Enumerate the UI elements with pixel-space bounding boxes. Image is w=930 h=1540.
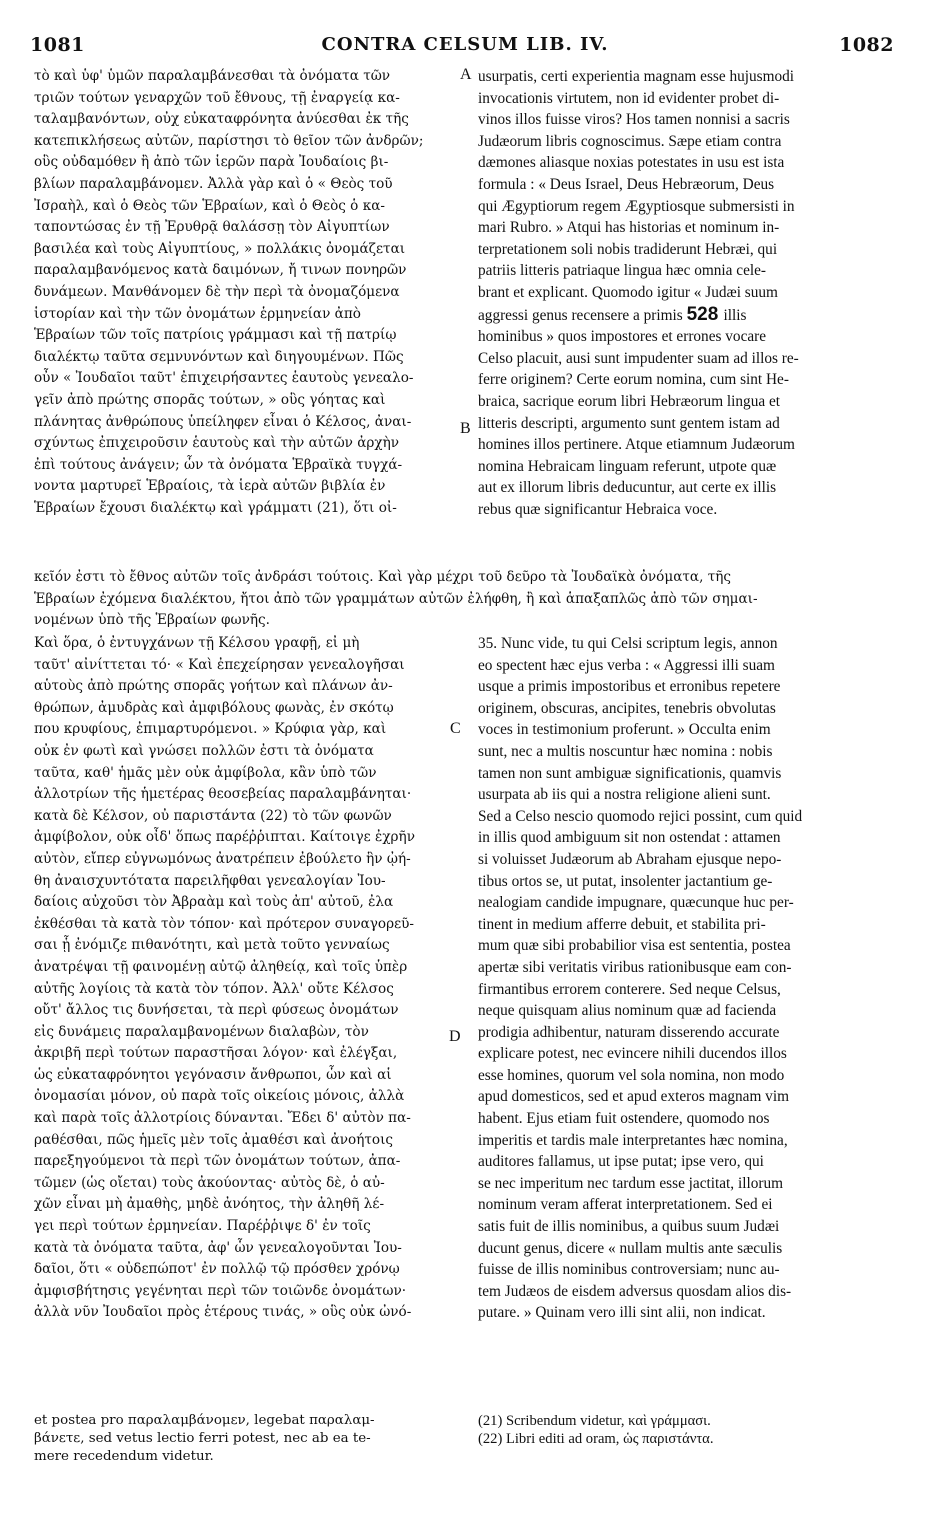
text-line: τῶμεν (ὡς οἴεται) τοὺς ἀκούοντας· αὐτὸς δὲ, ὁ αὐ- bbox=[34, 1174, 385, 1191]
text-line: voces in testimonium proferunt. » Occulta enim bbox=[478, 721, 771, 739]
text-line: οὖν « Ἰουδαῖοι ταῦτ' ἐπιχειρήσαντες ἑαυτοὺς γενεαλο- bbox=[34, 370, 414, 387]
text-line: παρεξηγούμενοι τὰ περὶ τῶν ὀνομάτων τούτων, ἀπα- bbox=[34, 1153, 401, 1170]
text-line: βλίων παραλαμβάνομεν. Ἀλλὰ γὰρ καὶ ὁ « Θεὸς τοῦ bbox=[34, 175, 393, 192]
text-line: Καὶ ὅρα, ὁ ἐντυγχάνων τῇ Κέλσου γραφῇ, εἰ μὴ bbox=[34, 635, 360, 651]
text-line: κατὰ δὲ Κέλσον, οὐ παριστάντα (22) τὸ τῶν φωνῶν bbox=[34, 807, 392, 824]
text-line: usurpata ab iis qui a nostra religione alieni sunt. bbox=[478, 786, 771, 804]
running-title: CONTRA CELSUM LIB. IV. bbox=[321, 34, 609, 55]
latin-text-top bbox=[478, 66, 896, 520]
page-number-right: 1082 bbox=[839, 34, 894, 56]
text-line: βασιλέα καὶ τοὺς Αἰγυπτίους, » πολλάκις ὀνομάζεται bbox=[34, 240, 406, 257]
page-number-left: 1081 bbox=[30, 34, 85, 56]
footnote-line: (22) Libri editi ad oram, ὡς παριστάντα. bbox=[478, 1431, 714, 1447]
text-line: eo spectent hæc ejus verba : « Aggressi illi suam bbox=[478, 656, 775, 674]
text-line: ferre originem? Certe eorum nomina, cum sint He- bbox=[478, 371, 789, 389]
text-line: aut ex illorum libris deducuntur, aut certe ex illis bbox=[478, 479, 777, 497]
text-line: Celso placuit, ausi sunt impudenter suam ad illos re- bbox=[478, 349, 799, 367]
text-line: χῶν εἶναι μὴ ἀμαθὴς, μηδὲ ἀνόητος, τὴν ἀληθῆ λέ- bbox=[34, 1196, 385, 1213]
text-line: homines illos pertinere. Atque etiamnum Judæorum bbox=[478, 436, 795, 454]
text-line: originem, obscuras, ancipites, tenebris obvolutas bbox=[478, 699, 776, 717]
text-line: Ἑβραίων ἔχουσι διαλέκτῳ καὶ γράμματι (21), ὅτι οἰ- bbox=[34, 499, 397, 516]
text-line: habent. Ejus etiam fuit ostendere, quomodo nos bbox=[478, 1110, 770, 1128]
text-line: usurpatis, certi experientia magnam esse hujusmodi bbox=[478, 68, 795, 85]
text-line: νομένων ὑπὸ τῆς Ἑβραίων φωνῆς. bbox=[34, 612, 270, 628]
text-line: aggressi genus recensere a primis 528 illis bbox=[478, 303, 747, 325]
text-line: οὐκ ἐν φωτὶ καὶ γνώσει πολλῶν ἐστι τὰ ὀνόματα bbox=[34, 742, 374, 759]
text-line: αὐτὸν, εἴπερ εὐγνωμόνως ἀνατρέπειν ἐβούλετο ἣν ᾠή- bbox=[34, 850, 411, 867]
text-line: formula : « Deus Israel, Deus Hebræorum, Deus bbox=[478, 175, 775, 193]
text-line: ταῦτα, καθ' ἡμᾶς μὲν οὐκ ἀμφίβολα, κἂν ὑπὸ τῶν bbox=[34, 764, 377, 781]
margin-marker-b: B bbox=[460, 420, 471, 437]
footnote-line: (21) Scribendum videtur, καὶ γράμμασι. bbox=[478, 1413, 711, 1429]
text-line: se nec imperitum nec tardum esse jactitat, illorum bbox=[478, 1174, 783, 1192]
text-line: τριῶν τούτων γεναρχῶν τοῦ ἔθνους, τῇ ἐναργείᾳ κα- bbox=[34, 89, 400, 106]
footnote-line: βάνετε, sed vetus lectio ferri potest, nec ab ea te- bbox=[34, 1431, 371, 1446]
text-line: in illis quod ambiguum sit non ostendat : attamen bbox=[478, 829, 781, 847]
text-line: Ἑβραίων τῶν τοῖς πατρίοις γράμμασι καὶ τῇ πατρίῳ bbox=[34, 327, 397, 344]
text-line: Ἑβραίων ἐχόμενα διαλέκτου, ἤτοι ἀπὸ τῶν γραμμάτων αὐτῶν ἐλήφθη, ἢ καὶ ἁπαξαπλῶς ἀπὸ τῶν σημαι- bbox=[34, 590, 758, 607]
text-line: κατὰ τὰ ὀνόματα ταῦτα, ἀφ' ὧν γενεαλογοῦνται Ἰου- bbox=[34, 1239, 402, 1256]
text-line: auditores fallamus, ut ipse putat; ipse vero, qui bbox=[478, 1153, 764, 1171]
margin-marker-a: A bbox=[460, 66, 472, 83]
text-line: ἀνατρέψαι τῇ φαινομένῃ αὐτῷ ἀληθείᾳ, καὶ τοῖς ὑπὲρ bbox=[34, 958, 408, 975]
text-line: δυνάμεων. Μανθάνομεν δὲ τὴν περὶ τὰ ὀνομαζόμενα bbox=[34, 283, 400, 300]
text-line: prodigia adhibentur, naturam disserendo accurate bbox=[478, 1023, 780, 1041]
text-line: fuisse de illis nominibus controversiam; nunc au- bbox=[478, 1261, 780, 1279]
text-line: ἀκριβῆ περὶ τούτων παραστῆσαι λόγον· καὶ ἐλέγξαι, bbox=[34, 1045, 398, 1062]
text-line: tem Judæos de eisdem adversus quosdam alios dis- bbox=[478, 1282, 792, 1300]
text-line: ραθέσθαι, πῶς ἡμεῖς μὲν τοῖς ἀμαθέσι καὶ ἀνοήτοις bbox=[34, 1131, 394, 1148]
text-line: ταῦτ' αἰνίττεται τό· « Καὶ ἐπεχείρησαν γενεαλογῆσαι bbox=[34, 656, 405, 673]
margin-marker-d: D bbox=[449, 1028, 461, 1045]
text-line: ταποντώσας ἐν τῇ Ἐρυθρᾷ θαλάσσῃ τὸν Αἰγυπτίων bbox=[34, 219, 390, 236]
text-fragment: illis bbox=[723, 306, 747, 324]
text-line: ἀμφισβήτησις γεγένηται περὶ τῶν τοιῶνδε ὀνομάτων· bbox=[34, 1282, 407, 1299]
text-line: 35. Nunc vide, tu qui Celsi scriptum legis, annon bbox=[478, 635, 778, 652]
text-line: rebus quæ significantur Hebraica voce. bbox=[478, 500, 718, 518]
greek-text-bottom bbox=[34, 633, 454, 1324]
latin-text-bottom bbox=[478, 633, 896, 1324]
text-line: θη ἀναισχυντότατα παρειλῆφθαι γενεαλογίαν Ἰου- bbox=[34, 872, 386, 889]
greek-text-top bbox=[34, 66, 454, 519]
text-line: ἱστορίαν καὶ τὴν τῶν ὀνομάτων ἑρμηνείαν ἀπὸ bbox=[34, 305, 361, 322]
text-line: Sed a Celso nescio quomodo rejici possint, cum quid bbox=[478, 807, 803, 825]
text-line: apud domesticos, sed et apud exteros magnam vim bbox=[478, 1088, 789, 1106]
text-line: ἐπὶ τούτους ἀνάγειν; ὧν τὰ ὀνόματα Ἑβραϊκὰ τυγχά- bbox=[34, 456, 403, 473]
text-line: ἀμφίβολον, οὐκ οἶδ' ὅπως παρέῤῥιπται. Καίτοιγε ἐχρῆν bbox=[34, 829, 415, 846]
text-line: εἰς δυνάμεις παραλαμβανομένων διαλαβὼν, τὸν bbox=[34, 1023, 369, 1040]
text-line: νοντα μαρτυρεῖ Ἑβραίοις, τὰ ἱερὰ αὐτῶν βιβλία ἐν bbox=[34, 478, 386, 495]
text-line: firmantibus errorem conterere. Sed neque Celsus, bbox=[478, 980, 781, 998]
text-line: δαῖοι, ὅτι « οὐδεπώποτ' ἐν πολλῷ τῷ πρόσθεν χρόνῳ bbox=[34, 1261, 400, 1278]
text-line: explicare potest, nec evincere nihili ducendos illos bbox=[478, 1045, 787, 1063]
text-line: ταλαμβανόντων, οὐχ εὐκαταφρόνητα ἀνύεσθαι ἐκ τῆς bbox=[34, 111, 409, 128]
footnote-left bbox=[34, 1412, 454, 1466]
text-line: neque quisquam alius nominum quæ ad facienda bbox=[478, 1002, 777, 1020]
text-line: terpretationem soli nobis tradiderunt Hebræi, qui bbox=[478, 240, 778, 258]
text-line: nomina Hebraicam linguam referunt, utpote quæ bbox=[478, 457, 777, 475]
text-line: ἀλλοτρίων τῆς ἡμετέρας θεοσεβείας παραλαμβάνηται· bbox=[34, 786, 412, 803]
text-line: σαι ᾗ ἐνόμιζε πιθανότητι, καὶ μετὰ τοῦτο γενναίως bbox=[34, 937, 390, 954]
text-line: dæmones aliasque noxias potestates in usu est ista bbox=[478, 154, 785, 172]
margin-marker-c: C bbox=[450, 720, 461, 737]
text-line: ὀνομασίαι μόνον, οὐ παρὰ τοῖς οἰκείοις μόνοις, ἀλλὰ bbox=[34, 1088, 405, 1105]
text-line: nealogiam candide impugnare, quæcunque huc per- bbox=[478, 894, 794, 912]
text-line: δαίοις αὐχοῦσι τὸν Ἀβραὰμ καὶ τοὺς ἀπ' αὐτοῦ, ἐλα bbox=[34, 894, 394, 911]
text-line: που κρυφίους, ἐπιμαρτυρόμενοι. » Κρύφια γὰρ, καὶ bbox=[34, 721, 387, 738]
text-line: tinent in medium afferre debuit, et stabilita pri- bbox=[478, 915, 766, 933]
text-line: patriis litteris patriaque lingua hæc omnia cele- bbox=[478, 262, 766, 280]
text-line: γεῖν ἀπὸ πρώτης σπορᾶς τούτων, » οὓς γόητας καὶ bbox=[34, 391, 386, 408]
text-line: καὶ παρὰ τοῖς ἀλλοτρίοις δύνανται. Ἔδει δ' αὐτὸν πα- bbox=[34, 1110, 411, 1127]
text-line: hominibus » quos impostores et errones vocare bbox=[478, 328, 767, 346]
text-line: brant et explicant. Quomodo igitur « Judæi suum bbox=[478, 283, 778, 301]
text-line: αὑτοὺς ἀπὸ πρώτης σπορᾶς γοήτων καὶ πλάνων ἀν- bbox=[34, 678, 393, 695]
text-line: σχύντως ἐπιχειροῦσιν ἑαυτοὺς καὶ τὴν αὐτῶν ἀρχὴν bbox=[34, 435, 400, 452]
text-line: αὐτῆς λογίοις τὰ κατὰ τὸν τόπον. Ἀλλ' οὔτε Κέλσος bbox=[34, 980, 394, 997]
text-line: sunt, nec a multis noscuntur hæc nomina : nobis bbox=[478, 742, 773, 760]
text-line: πλάνητας ἀνθρώπους ὑπείληφεν εἶναι ὁ Κέλσος, ἀναι- bbox=[34, 413, 412, 430]
text-line: θρώπων, ἀμυδρὰς καὶ ἀμφιβόλους φωνὰς, ἐν σκότῳ bbox=[34, 699, 394, 716]
text-line: ducunt genus, dicere « nullam multis ante sæculis bbox=[478, 1239, 783, 1257]
text-line: tamen non sunt ambiguæ significationis, quamvis bbox=[478, 764, 782, 782]
text-line: διαλέκτῳ ταῦτα σεμνυνόντων καὶ διηγουμένων. Πῶς bbox=[34, 348, 404, 365]
text-line: τὸ καὶ ὑφ' ὑμῶν παραλαμβάνεσθαι τὰ ὀνόματα τῶν bbox=[34, 68, 391, 84]
text-line: Ἰσραὴλ, καὶ ὁ Θεὸς τῶν Ἑβραίων, καὶ ὁ Θεὸς ὁ κα- bbox=[34, 197, 385, 214]
text-line: tibus ortos se, ut putat, insolenter jactantium ge- bbox=[478, 872, 773, 890]
text-line: κεῖόν ἐστι τὸ ἔθνος αὐτῶν τοῖς ἀνδράσι τούτοις. Καὶ γὰρ μέχρι τοῦ δεῦρο τὰ Ἰουδαϊκὰ ὀνόματα, τῆς bbox=[34, 569, 732, 585]
text-line: ἀλλὰ νῦν Ἰουδαῖοι πρὸς ἑτέρους τινάς, » οὓς οὐκ ὠνό- bbox=[34, 1304, 412, 1321]
text-line: satis fuit de illis nominibus, a quibus suum Judæi bbox=[478, 1218, 780, 1236]
text-line: παραλαμβανόμενος κατὰ δαιμόνων, ἤ τινων πονηρῶν bbox=[34, 262, 407, 279]
column-number: 528 bbox=[686, 303, 724, 325]
text-line: οὔτ' ἄλλος τις δυνήσεται, τὰ περὶ φύσεως ὀνομάτων bbox=[34, 1002, 399, 1019]
text-line: invocationis virtutem, non id evidenter probet di- bbox=[478, 89, 780, 107]
text-line: nominum veram afferat interpretationem. Sed ei bbox=[478, 1196, 773, 1214]
text-line: putare. » Quinam vero illi sint alii, non indicat. bbox=[478, 1304, 766, 1322]
text-line: vinos illos fuisse viros? Hos tamen nonnisi a sacris bbox=[478, 111, 790, 129]
text-line: litteris descripti, argumento sunt gentem istam ad bbox=[478, 414, 780, 432]
footnote-right bbox=[478, 1412, 896, 1448]
text-line: κατεπικλήσεως αὐτῶν, παρίστησι τὸ θεῖον τῶν ἀνδρῶν; bbox=[34, 132, 424, 149]
text-line: apertæ sibi veritatis viribus rationibusque eam con- bbox=[478, 958, 792, 976]
text-line: braica, sacrique eorum libri Hebræorum lingua et bbox=[478, 392, 781, 410]
text-line: ἐκθέσθαι τὰ κατὰ τὸν τόπον· καὶ πρότερον συναγορεῦ- bbox=[34, 915, 414, 932]
text-line: usque a primis impostoribus et erronibus repetere bbox=[478, 678, 781, 696]
footnote-line: et postea pro παραλαμβάνομεν, legebat παραλαμ- bbox=[34, 1413, 375, 1428]
text-line: mum quæ sibi probabilior visa est sententia, postea bbox=[478, 937, 791, 955]
text-line: qui Ægyptiorum regem Ægyptiosque submersisti in bbox=[478, 197, 795, 215]
greek-text-full-width bbox=[34, 567, 896, 632]
text-line: ὡς εὐκαταφρόνητοι γεγόνασιν ἄνθρωποι, ὧν καὶ αἱ bbox=[34, 1066, 392, 1083]
text-line: οὓς οὐδαμόθεν ἢ ἀπὸ τῶν ἱερῶν παρὰ Ἰουδαίοις βι- bbox=[34, 154, 389, 171]
text-line: esse homines, quorum vel sola nomina, non modo bbox=[478, 1066, 785, 1084]
text-line: imperitis et tardis male interpretantes hæc nomina, bbox=[478, 1131, 788, 1149]
text-line: si voluisset Judæorum ab Abraham ejusque nepo- bbox=[478, 850, 782, 868]
text-line: γει περὶ τούτων ἑρμηνείαν. Παρέῤῥιψε δ' ἐν τοῖς bbox=[34, 1218, 371, 1235]
text-line: mari Rubro. » Atqui has historias et nominum in- bbox=[478, 219, 780, 237]
text-line: Judæorum libris cognoscimus. Sæpe etiam contra bbox=[478, 132, 782, 150]
footnote-line: mere recedendum videtur. bbox=[34, 1449, 214, 1464]
